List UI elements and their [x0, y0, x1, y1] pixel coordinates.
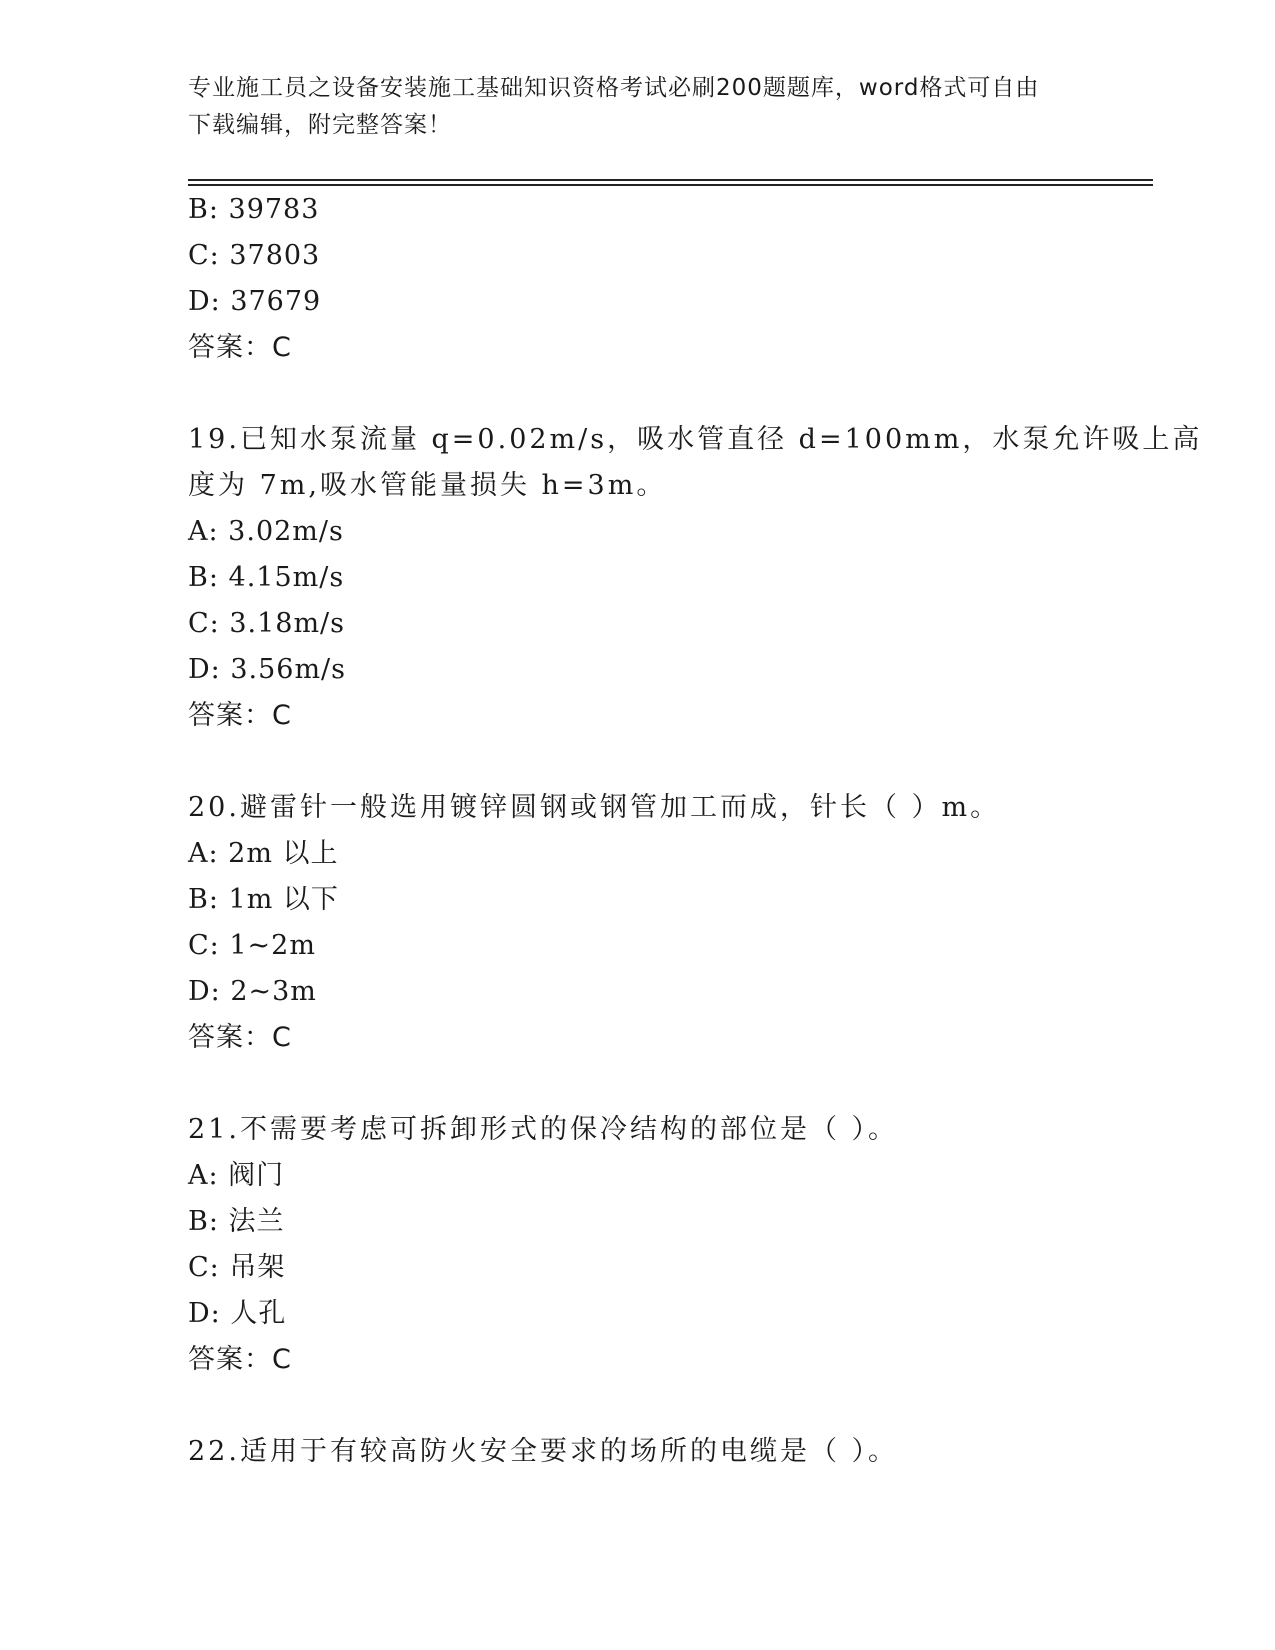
question-list [188, 187, 1203, 1475]
answer-line: 答案：C [188, 700, 292, 731]
option-a: A: 2m 以上 [188, 838, 339, 869]
option-d: D: 37679 [188, 286, 322, 317]
option-d: D: 3.56m/s [188, 654, 346, 685]
answer-line: 答案：C [188, 1022, 292, 1053]
option-b: B: 4.15m/s [188, 562, 345, 593]
option-b: B: 法兰 [188, 1206, 285, 1237]
option-c: C: 1~2m [188, 930, 316, 961]
answer-line: 答案：C [188, 332, 292, 363]
question-stem-line-1: 22.适用于有较高防火安全要求的场所的电缆是（ ）。 [188, 1436, 899, 1467]
question-19 [188, 417, 1203, 739]
question-stem-line-1: 19.已知水泵流量 q=0.02m/s，吸水管直径 d=100mm，水泵允许吸上高 [188, 424, 1203, 455]
document-header [188, 70, 1088, 144]
question-20 [188, 785, 1088, 1061]
header-line-2: 下载编辑，附完整答案！ [188, 112, 452, 138]
header-divider-top [188, 179, 1153, 181]
option-d: D: 人孔 [188, 1298, 287, 1329]
option-c: C: 3.18m/s [188, 608, 346, 639]
option-a: A: 阀门 [188, 1160, 285, 1191]
option-c: C: 37803 [188, 240, 321, 271]
header-line-1: 专业施工员之设备安装施工基础知识资格考试必刷200题题库，word格式可自由 [188, 75, 1040, 101]
option-b: B: 39783 [188, 194, 320, 225]
question-21 [188, 1107, 1088, 1383]
option-a: A: 3.02m/s [188, 516, 344, 547]
answer-line: 答案：C [188, 1344, 292, 1375]
question-stem-line-1: 20.避雷针一般选用镀锌圆钢或钢管加工而成，针长（ ）m。 [188, 792, 1001, 823]
option-b: B: 1m 以下 [188, 884, 339, 915]
option-c: C: 吊架 [188, 1252, 286, 1283]
header-divider-bottom [188, 184, 1153, 186]
question-22 [188, 1429, 1088, 1475]
option-d: D: 2~3m [188, 976, 317, 1007]
question-stem-line-2: 度为 7m,吸水管能量损失 h=3m。 [188, 470, 667, 501]
question-18-tail [188, 187, 1088, 371]
question-stem-line-1: 21.不需要考虑可拆卸形式的保冷结构的部位是（ ）。 [188, 1114, 899, 1145]
